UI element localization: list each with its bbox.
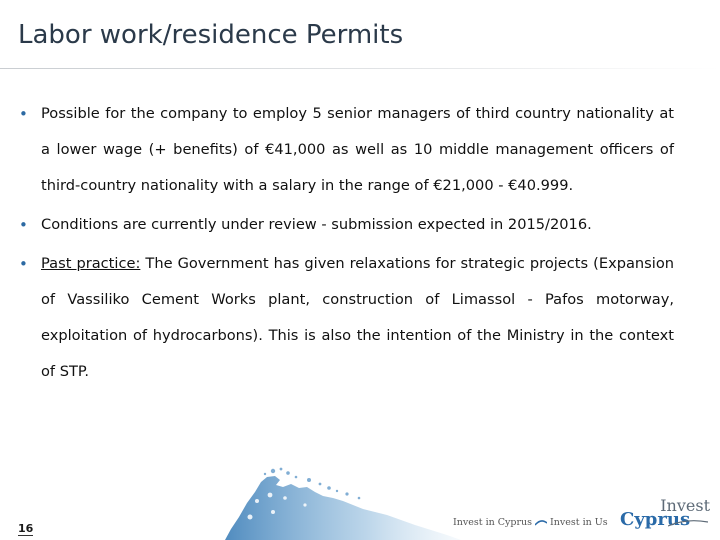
bullet-list (18, 96, 674, 390)
bullet-text: Possible for the company to employ 5 senior managers of third country nationality at a lower wage (+ benefits) of €41,000 as well as 10 middle management officers of third-country nationality with a salary in the range of €21,000 - €40.999. (41, 105, 674, 194)
bullet-item-employment (18, 96, 674, 204)
logo-swoosh-icon (668, 516, 708, 532)
logo-word-invest: Invest (660, 496, 710, 515)
bullet-item-conditions (18, 207, 674, 243)
page-number: 16 (18, 522, 34, 535)
slide-title: Labor work/residence Permits (18, 20, 404, 50)
footer-tagline (453, 517, 608, 528)
bullet-item-past-practice (18, 246, 674, 390)
swoosh-icon (535, 520, 547, 526)
title-divider (0, 68, 720, 69)
bullet-dot-icon: • (19, 216, 28, 234)
bullet-text: The Government has given relaxations for strategic projects (Expansion of Vassiliko Cement Works plant, construction of Limassol - Pafos motorway, exploitation of hydrocarbons). This is also the intention of the Ministry in the context of STP. (41, 255, 674, 380)
logo-word-cyprus: Cyprus (620, 509, 691, 530)
bullet-lead-label: Past practice: (41, 255, 141, 272)
bullet-dot-icon: • (19, 105, 28, 123)
bullet-dot-icon: • (19, 255, 28, 273)
invest-cyprus-logo (618, 496, 716, 540)
bullet-text: Conditions are currently under review - submission expected in 2015/2016. (41, 216, 592, 233)
cyprus-map-graphic (225, 465, 475, 540)
footer-tagline-2: Invest in Us (550, 517, 608, 528)
footer-tagline-1: Invest in Cyprus (453, 517, 533, 528)
